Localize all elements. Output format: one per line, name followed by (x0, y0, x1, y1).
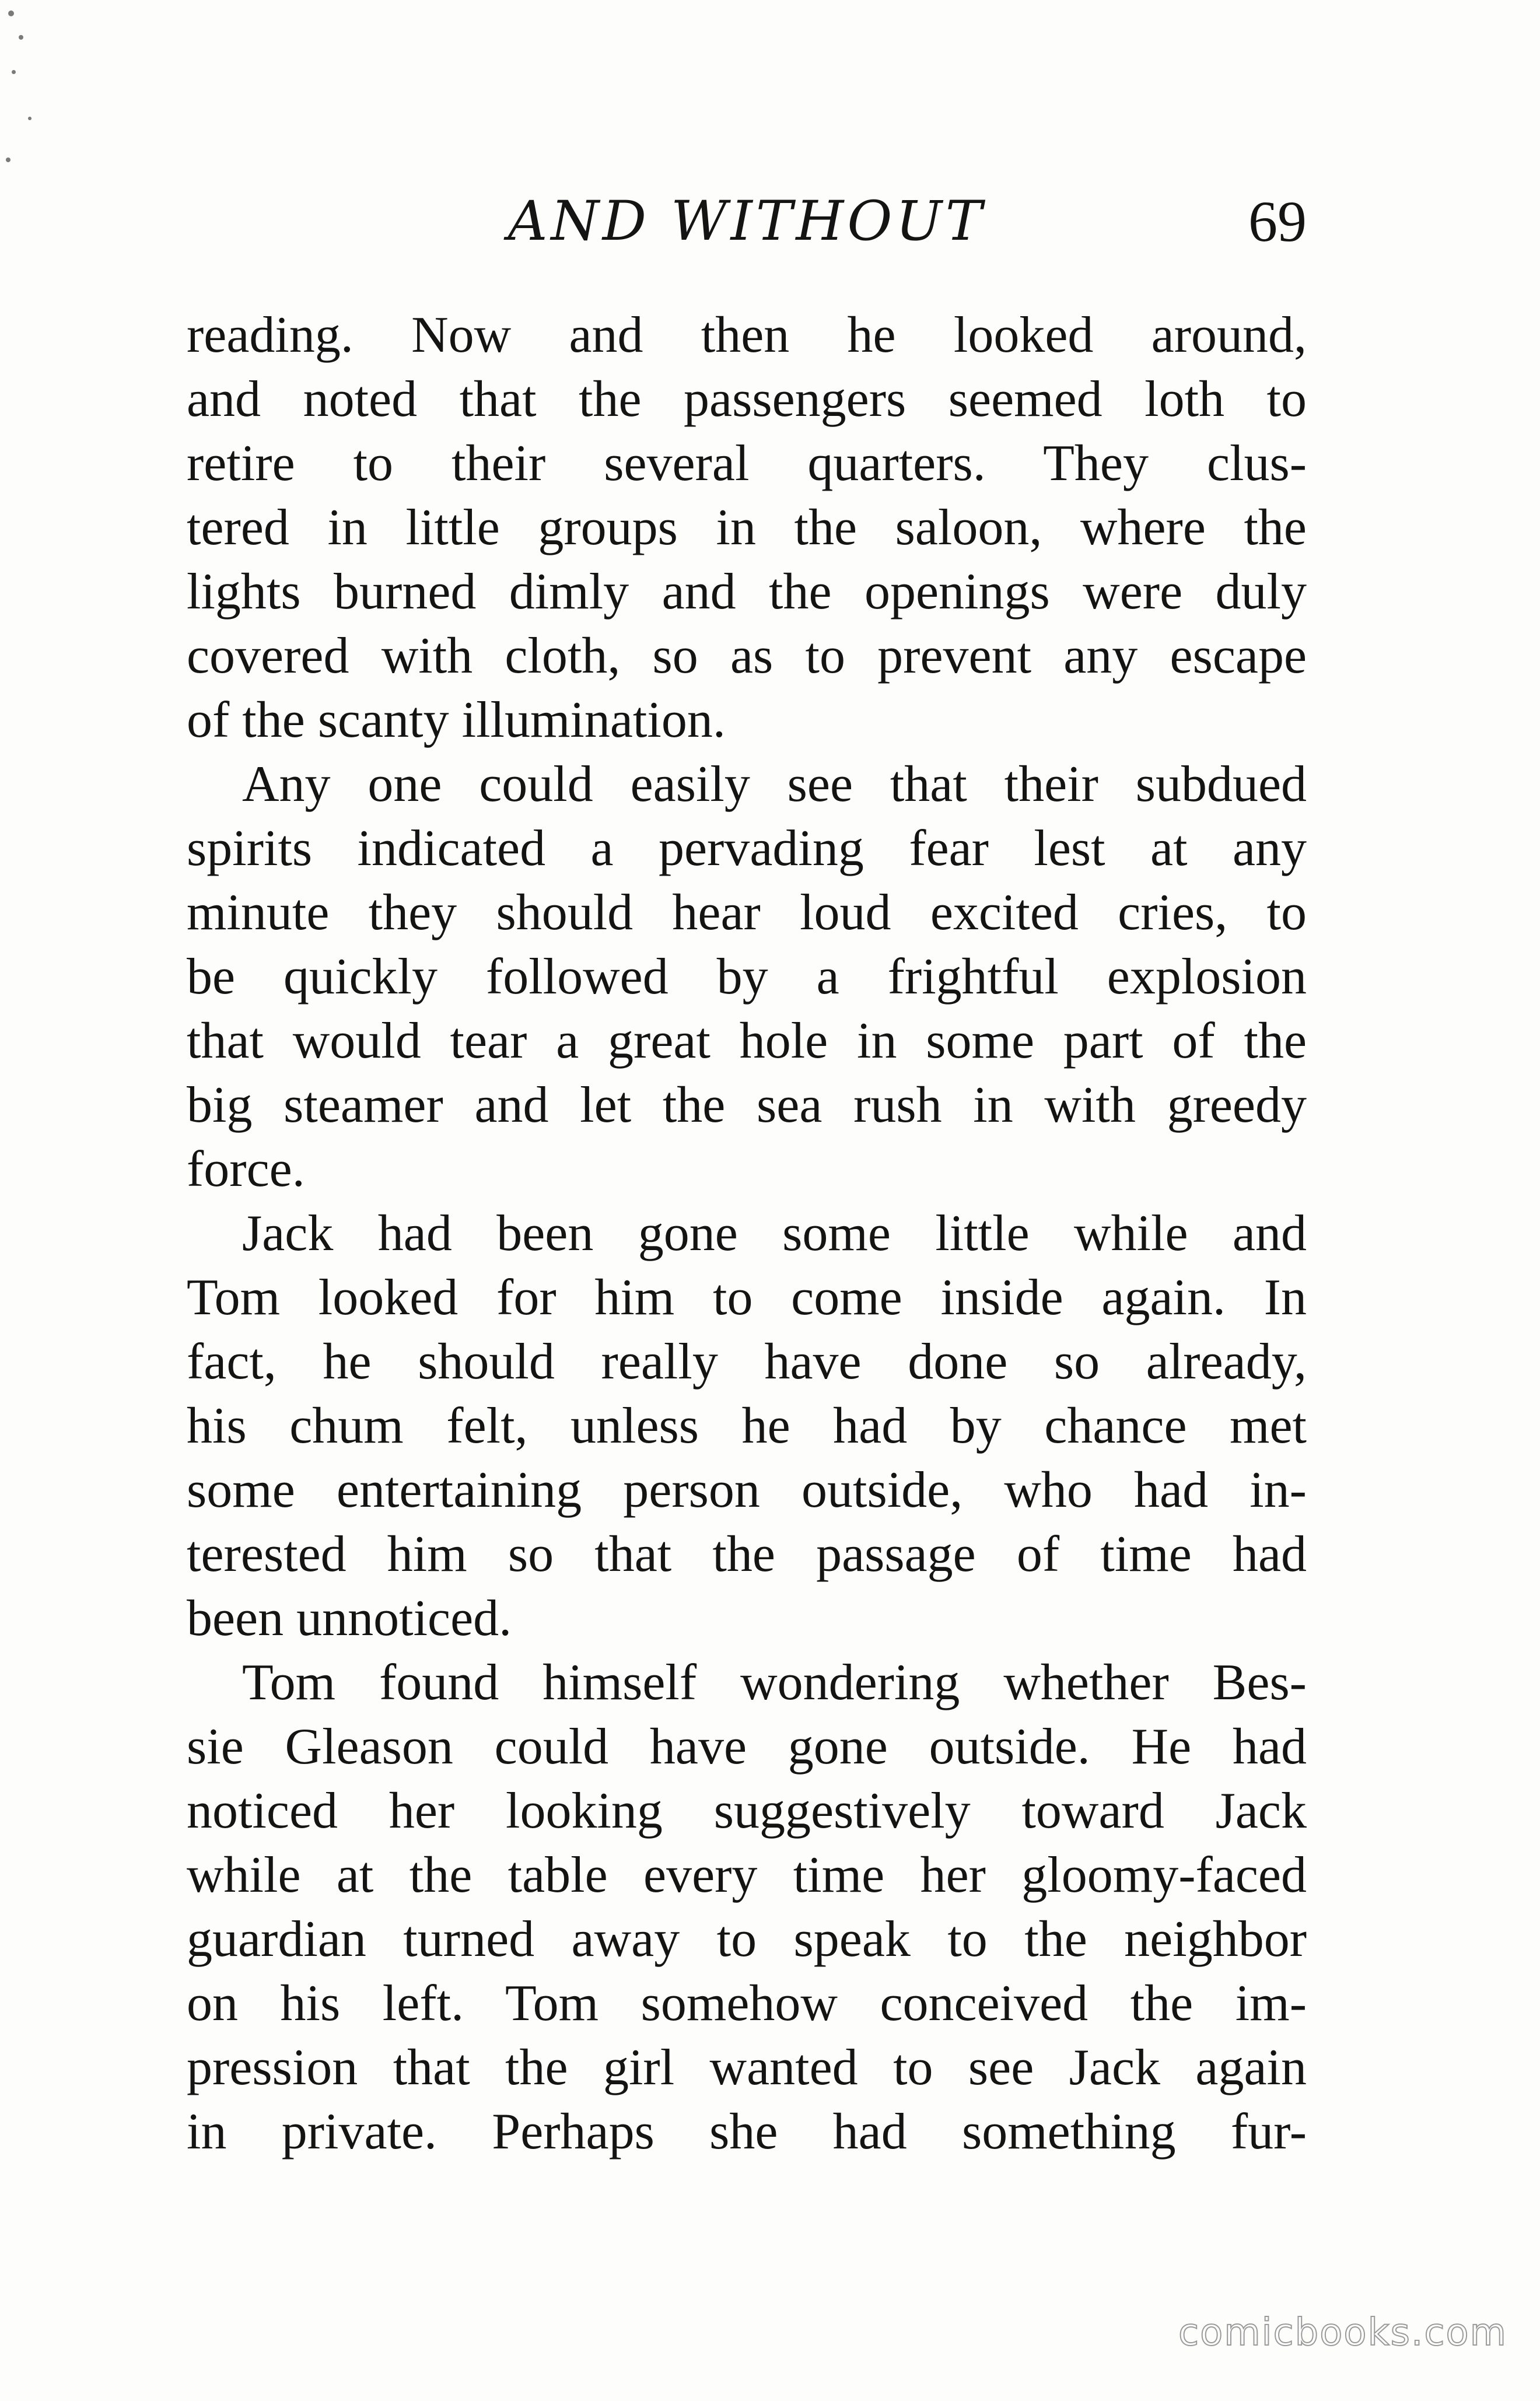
text-line: that would tear a great hole in some part of the (187, 1013, 1307, 1069)
text-line: force. (187, 1141, 305, 1198)
text-line: while at the table every time her gloomy-faced (187, 1847, 1307, 1903)
scan-speck (12, 70, 16, 74)
text-line: his chum felt, unless he had by chance met (187, 1398, 1307, 1454)
page-header (187, 187, 1307, 257)
scan-speck (28, 117, 32, 120)
text-line: fact, he should really have done so already, (187, 1334, 1307, 1390)
text-line: terested him so that the passage of time had (187, 1526, 1307, 1583)
scan-speck (19, 35, 23, 40)
text-line: in private. Perhaps she had something fur- (187, 2104, 1307, 2160)
scan-speck (6, 158, 10, 162)
text-line: Tom looked for him to come inside again. In (187, 1269, 1307, 1326)
text-line: minute they should hear loud excited cries, to (187, 884, 1307, 941)
text-line: sie Gleason could have gone outside. He had (187, 1718, 1307, 1775)
text-line: guardian turned away to speak to the neighbor (187, 1911, 1307, 1968)
text-line: spirits indicated a pervading fear lest at any (187, 820, 1307, 877)
text-line: tered in little groups in the saloon, where the (187, 499, 1307, 556)
text-line: noticed her looking suggestively toward Jack (187, 1783, 1307, 1839)
watermark-logo: comicbooks.com (1178, 2311, 1507, 2354)
text-line: retire to their several quarters. They clus- (187, 435, 1307, 492)
text-line: big steamer and let the sea rush in with greedy (187, 1077, 1307, 1133)
text-line: of the scanty illumination. (187, 692, 726, 748)
text-line: pression that the girl wanted to see Jack again (187, 2039, 1307, 2096)
text-line: on his left. Tom somehow conceived the im- (187, 1975, 1307, 2032)
text-line: covered with cloth, so as to prevent any escape (187, 628, 1307, 684)
running-head: AND WITHOUT (508, 190, 986, 253)
text-line: lights burned dimly and the openings were duly (187, 564, 1307, 620)
scan-speck (8, 10, 14, 16)
text-line: Jack had been gone some little while and (242, 1205, 1307, 1262)
text-line: Any one could easily see that their subdued (242, 756, 1307, 813)
page-number: 69 (1248, 189, 1307, 254)
text-line: been unnoticed. (187, 1590, 512, 1647)
text-line: some entertaining person outside, who had in- (187, 1462, 1307, 1518)
body-text (187, 303, 1307, 2164)
text-line: and noted that the passengers seemed loth to (187, 371, 1307, 428)
text-line: Tom found himself wondering whether Bes- (242, 1654, 1307, 1711)
text-line: reading. Now and then he looked around, (187, 307, 1307, 363)
text-line: be quickly followed by a frightful explosion (187, 949, 1307, 1005)
